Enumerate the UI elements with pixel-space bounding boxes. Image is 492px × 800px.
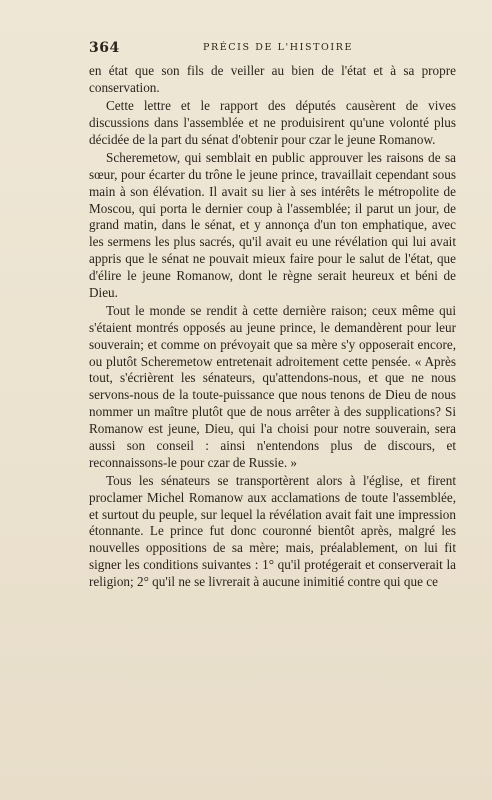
paragraph-continuation: en état que son fils de veiller au bien de l'état et à sa propre conservation. (89, 63, 456, 95)
paragraph: Tous les sénateurs se transportèrent alors à l'église, et firent proclamer Michel Romanow aux acclamations de toute l'assemblée, et surtout du peuple, sur lequel la révélation avait fait une impression étonnante. Le prince fut donc couronné bientôt après, malgré les nouvelles oppositions de sa mère; mais, préalablement, on lui fit signer les conditions suivantes : 1° qu'il protégerait et conserverait la religion; 2° qu'il ne se livrerait à aucune inimitié contre qui que ce (89, 472, 456, 589)
running-head: PRÉCIS DE L'HISTOIRE (203, 42, 354, 53)
body-text (89, 63, 456, 592)
paragraph: Scheremetow, qui semblait en public approuver les raisons de sa sœur, pour écarter du trône le jeune prince, travaillait cependant sous main à son élévation. Il avait su lier à ses intérêts le métropolite de Moscou, qui porta le dernier coup à l'assemblée; il parut un jour, de grand matin, dans le sénat, et y annonça d'un ton emphatique, avec les sermens les plus sacrés, qu'il avait eu une révélation qui lui avait appris que le sénat ne pouvait mieux faire pour le salut de l'état, que d'élire le jeune Romanow, dont le règne serait heureux et béni de Dieu. (89, 150, 456, 300)
paragraph: Cette lettre et le rapport des députés causèrent de vives discussions dans l'assemblée et ne produisirent qu'une volonté plus décidée de la part du sénat d'obtenir pour czar le jeune Romanow. (89, 98, 456, 147)
page-number: 364 (89, 40, 120, 56)
page-header (89, 40, 439, 60)
paragraph: Tout le monde se rendit à cette dernière raison; ceux même qui s'étaient montrés opposés au jeune prince, le demandèrent pour leur souverain; et comme on prévoyait que sa mère s'y opposerait encore, ou plutôt Scheremetow entretenait adroitement cette pensée. « Après tout, s'écrièrent les sénateurs, qu'attendons-nous, et que ne nous servons-nous de la toute-puissance que nous tenons de Dieu de nous nommer un maître plutôt que de nous arrêter à des supplications? Si Romanow est jeune, Dieu, qui l'a choisi pour notre souverain, sera aussi son conseil : ainsi n'entendons plus de discours, et reconnaissons-le pour czar de Russie. » (89, 302, 456, 470)
